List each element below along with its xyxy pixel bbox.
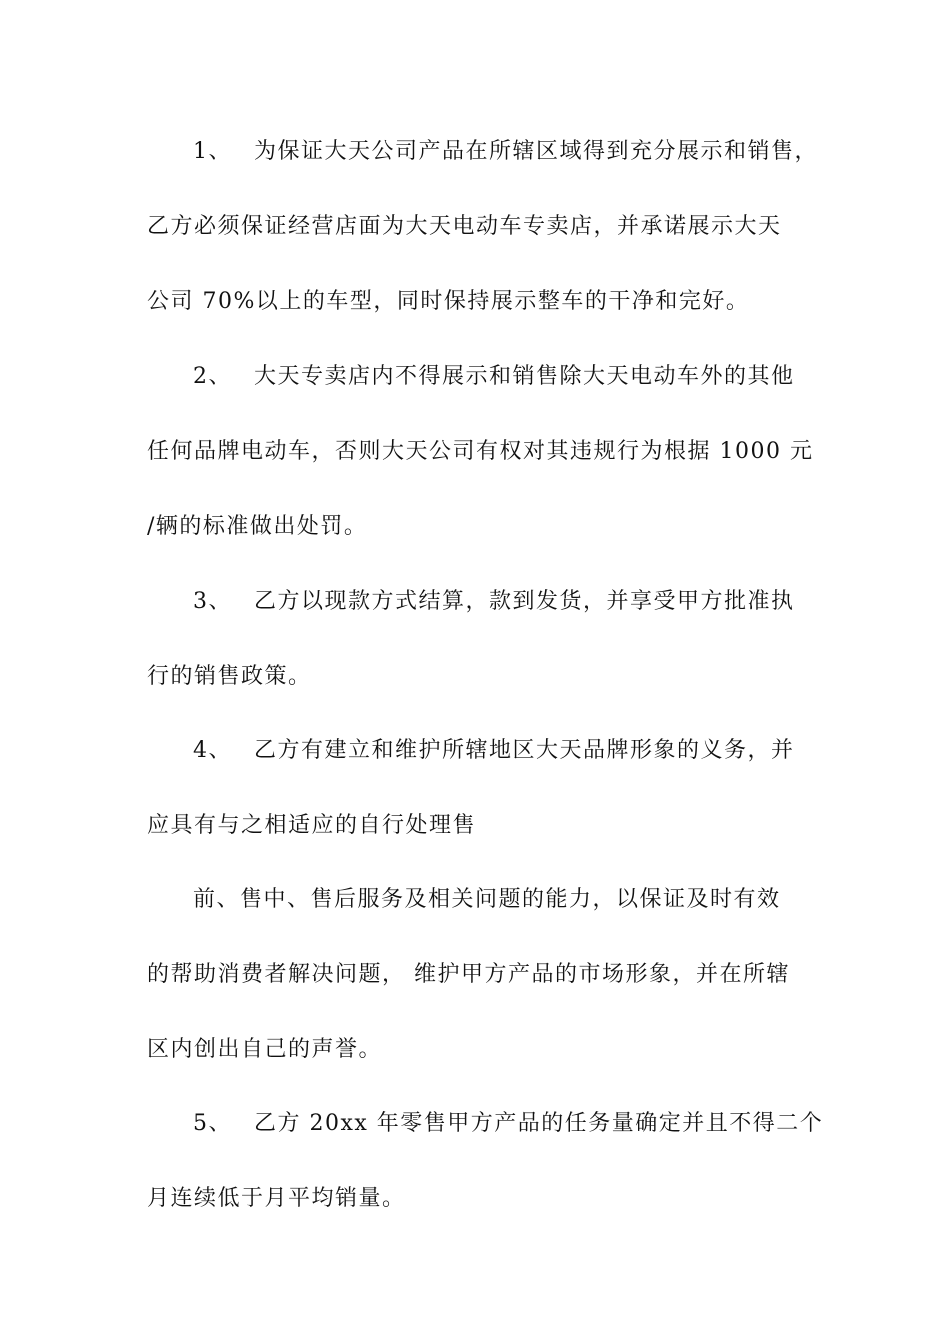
clause-text: 应具有与之相适应的自行处理售 <box>147 813 477 838</box>
clause-number: 2、 <box>193 364 232 389</box>
clause-1-line-1 <box>0 137 950 167</box>
clause-4-line-2 <box>0 811 950 841</box>
clause-text: 为保证大天公司产品在所辖区域得到充分展示和销售， <box>254 139 819 164</box>
clause-4-cont-line-1 <box>0 885 950 915</box>
clause-5-line-1 <box>0 1109 950 1139</box>
clause-3-line-2 <box>0 662 950 692</box>
clause-3-line-1 <box>0 587 950 617</box>
clause-text: 区内创出自己的声誉。 <box>147 1037 383 1062</box>
clause-text: /辆的标准做出处罚。 <box>147 514 368 539</box>
clause-text: 乙方以现款方式结算，款到发货，并享受甲方批准执 <box>254 589 795 614</box>
clause-text: 前、售中、售后服务及相关问题的能力，以保证及时有效 <box>193 887 781 912</box>
clause-text: 的帮助消费者解决问题， 维护甲方产品的市场形象，并在所辖 <box>147 962 790 987</box>
clause-text: 乙方 20xx 年零售甲方产品的任务量确定并且不得二个 <box>254 1111 824 1136</box>
clause-4-cont-line-2 <box>0 960 950 990</box>
clause-number: 5、 <box>193 1111 232 1136</box>
clause-text: 乙方必须保证经营店面为大天电动车专卖店，并承诺展示大天 <box>147 214 782 239</box>
clause-2-line-1 <box>0 362 950 392</box>
clause-text: 行的销售政策。 <box>147 664 312 689</box>
clause-1-line-3 <box>0 287 950 317</box>
clause-4-line-1 <box>0 736 950 766</box>
clause-4-cont-line-3 <box>0 1035 950 1065</box>
clause-number: 4、 <box>193 738 232 763</box>
clause-text: 任何品牌电动车，否则大天公司有权对其违规行为根据 1000 元 <box>147 439 814 464</box>
clause-text: 乙方有建立和维护所辖地区大天品牌形象的义务，并 <box>254 738 795 763</box>
clause-2-line-3 <box>0 512 950 542</box>
clause-text: 大天专卖店内不得展示和销售除大天电动车外的其他 <box>254 364 795 389</box>
clause-text: 月连续低于月平均销量。 <box>147 1186 406 1211</box>
clause-5-line-2 <box>0 1184 950 1214</box>
clause-text: 公司 70%以上的车型，同时保持展示整车的干净和完好。 <box>147 289 750 314</box>
clause-number: 3、 <box>193 589 232 614</box>
clause-number: 1、 <box>193 139 232 164</box>
clause-1-line-2 <box>0 212 950 242</box>
clause-2-line-2 <box>0 437 950 467</box>
